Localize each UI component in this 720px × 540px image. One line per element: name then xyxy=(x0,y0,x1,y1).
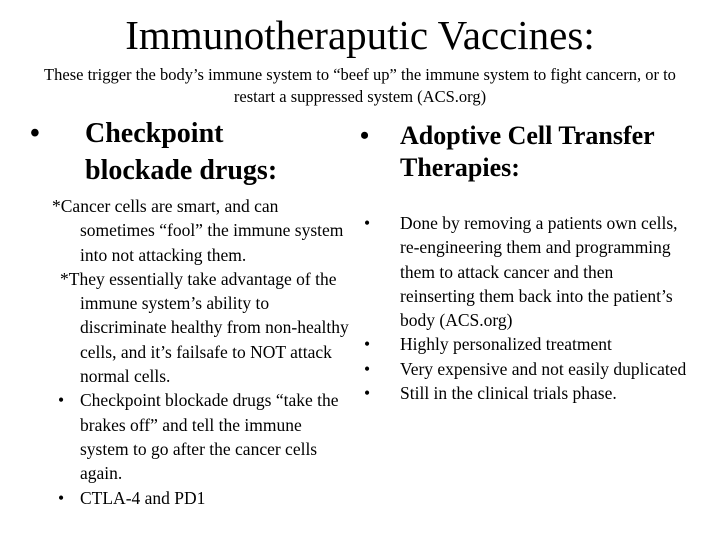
bullet-icon: • xyxy=(364,358,371,379)
right-bullet-text: Very expensive and not easily duplicated xyxy=(400,358,687,379)
right-column-heading xyxy=(360,120,690,184)
left-column-body xyxy=(50,194,350,510)
left-bullet-text: Checkpoint blockade drugs “take the brakes off” and tell the immune system to go after the cancer cells again. xyxy=(80,390,339,484)
slide-title: Immunotheraputic Vaccines: xyxy=(125,12,595,58)
right-bullet-text: Done by removing a patients own cells, re-engineering them and programming them to attack cancer and then reinserting them back into the patient’s body (ACS.org) xyxy=(400,213,678,331)
bullet-icon: • xyxy=(360,121,370,150)
bullet-icon: • xyxy=(364,213,371,233)
right-bullet-item xyxy=(362,211,692,332)
right-heading-text: Adoptive Cell Transfer Therapies: xyxy=(400,121,655,182)
bullet-icon: • xyxy=(30,118,40,149)
right-bullet-item xyxy=(362,381,692,405)
right-bullet-item xyxy=(362,332,692,356)
bullet-icon: • xyxy=(364,334,371,355)
right-bullet-text: Highly personalized treatment xyxy=(400,334,612,355)
left-bullet-text: CTLA-4 and PD1 xyxy=(80,487,206,508)
right-bullet-item xyxy=(362,357,692,381)
bullet-icon: • xyxy=(58,487,65,508)
left-bullet-item xyxy=(50,388,350,485)
bullet-icon: • xyxy=(58,390,65,411)
left-column-heading xyxy=(30,115,330,189)
left-heading-text: Checkpoint blockade drugs: xyxy=(85,118,278,186)
left-paragraph: *Cancer cells are smart, and can sometimes “fool” the immune system into not attacking them. xyxy=(52,196,344,265)
right-column-body xyxy=(362,211,692,405)
slide-subtitle: These trigger the body’s immune system to “beef up” the immune system to fight cancern, or to restart a suppressed system (ACS.org) xyxy=(44,65,676,106)
right-bullet-text: Still in the clinical trials phase. xyxy=(400,383,617,404)
left-paragraph: *They essentially take advantage of the immune system’s ability to discriminate healthy from non-healthy cells, and it’s failsafe to NOT attack normal cells. xyxy=(60,268,349,387)
bullet-icon: • xyxy=(364,383,371,404)
left-bullet-item xyxy=(50,486,350,510)
